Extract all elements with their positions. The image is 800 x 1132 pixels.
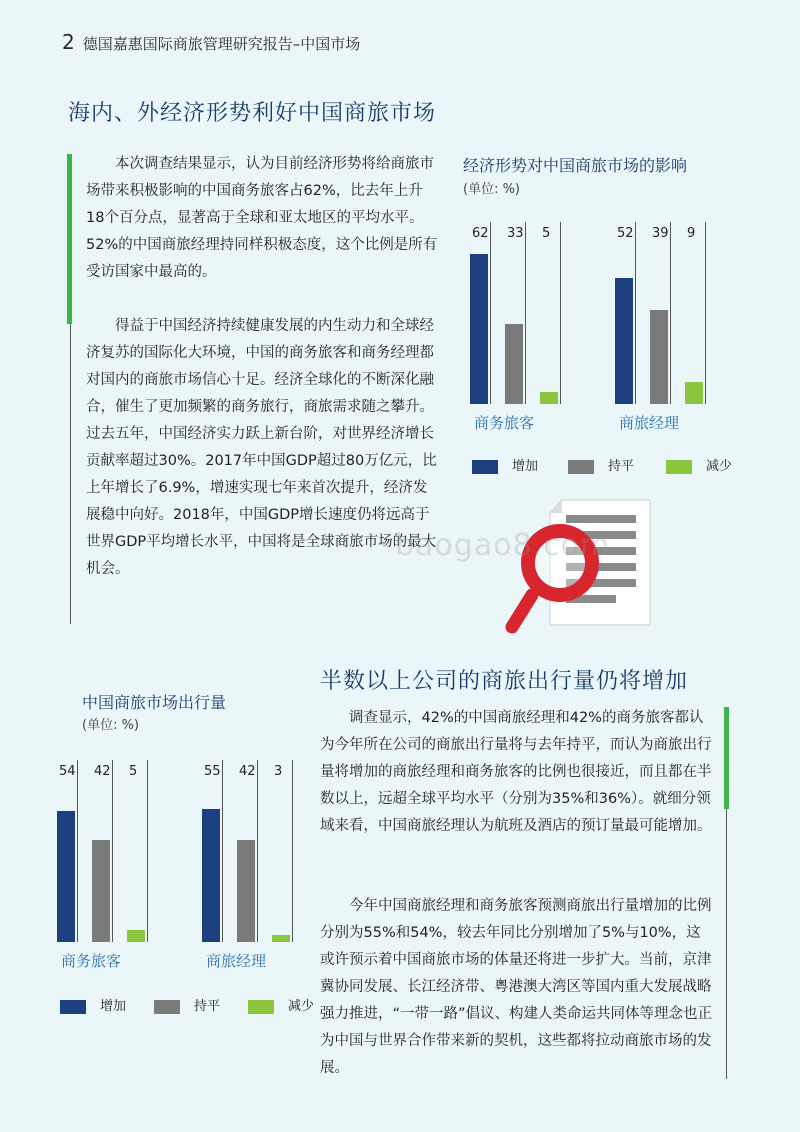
chart1-value-label: 5 (542, 226, 551, 241)
legend-label-flat: 持平 (194, 999, 221, 1014)
chart1-value-label: 33 (507, 226, 524, 241)
chart2-axis-line (257, 760, 258, 942)
legend-label-increase: 增加 (512, 459, 539, 474)
section1-paragraph-2: 得益于中国经济持续健康发展的内生动力和全球经济复苏的国际化大环境，中国的商务旅客和商务经理都对国内的商旅市场信心十足。经济全球化的不断深化融合，催生了更加频繁的商务旅行，商旅需求随之攀升。过去五年，中国经济实力跃上新台阶，对世界经济增长贡献率超过30%。2017年中国GDP超过80万亿元，比上年增长了6.9%，增速实现七年来首次提升，经济发展稳中向好。2018年，中国GDP增长速度仍将远高于世界GDP平均增长水平，中国将是全球商旅市场的最大机会。 (86, 318, 437, 577)
chart2-bar-decrease (127, 930, 145, 942)
page-header (62, 30, 360, 54)
chart1-bar-flat (650, 310, 668, 404)
legend-label-increase: 增加 (100, 999, 127, 1014)
chart1-value-label: 39 (652, 226, 669, 241)
chart2-bar-flat (92, 840, 110, 942)
legend-swatch-increase (60, 1000, 86, 1014)
chart2-bar-increase (202, 809, 220, 942)
chart1-axis-line (670, 222, 671, 404)
chart1-bar-flat (505, 324, 523, 404)
chart1-axis-line (705, 222, 706, 404)
report-title: 德国嘉惠国际商旅管理研究报告–中国市场 (82, 35, 361, 53)
chart1-bar-decrease (540, 392, 558, 404)
chart1-axis-line (525, 222, 526, 404)
chart1-bar-increase (615, 278, 633, 404)
chart2-axis-line (112, 760, 113, 942)
chart1-axis-line (635, 222, 636, 404)
section1-rule (70, 324, 71, 624)
chart2-axis-line (77, 760, 78, 942)
chart1-value-label: 62 (472, 226, 489, 241)
chart1-axis-line (490, 222, 491, 404)
chart2-value-label: 42 (239, 764, 256, 779)
section2-paragraph-1: 调查显示，42%的中国商旅经理和42%的商务旅客都认为今年所在公司的商旅出行量将与去年持平，而认为商旅出行量将增加的商旅经理和商务旅客的比例也很接近，而且都在半数以上，远超全球平均水平（分别为35%和36%）。就细分领域来看，中国商旅经理认为航班及酒店的预订量最可能增加。 (320, 710, 712, 834)
watermark: baogao8.com (395, 528, 611, 563)
chart2-bar-decrease (272, 935, 290, 942)
section2-heading: 半数以上公司的商旅出行量仍将增加 (320, 669, 689, 694)
section1-paragraph-1: 本次调查结果显示，认为目前经济形势将给商旅市场带来积极影响的中国商务旅客占62%，比去年上升18个百分点，显著高于全球和亚太地区的平均水平。52%的中国商旅经理持同样积极态度，这个比例是所有受访国家中最高的。 (86, 156, 438, 280)
magnifier-document-icon (500, 495, 660, 640)
legend-swatch-increase (472, 460, 498, 474)
chart2-value-label: 3 (274, 764, 283, 779)
chart1-legend (472, 455, 762, 475)
legend-swatch-flat (568, 460, 594, 474)
chart2-value-label: 5 (129, 764, 138, 779)
chart2-category-label: 商旅经理 (206, 952, 267, 970)
chart1-bar-decrease (685, 382, 703, 404)
chart1-axis-line (560, 222, 561, 404)
chart1-bar-increase (470, 254, 488, 404)
legend-label-flat: 持平 (608, 459, 635, 474)
chart2-axis-line (222, 760, 223, 942)
chart1-category-label: 商旅经理 (619, 414, 680, 432)
chart2-bar-flat (237, 840, 255, 942)
legend-swatch-decrease (248, 1000, 274, 1014)
chart2-unit: (单位: %) (82, 718, 140, 733)
chart2 (57, 760, 307, 976)
legend-swatch-flat (154, 1000, 180, 1014)
section1-accent-bar (67, 154, 72, 324)
section2-accent-bar (724, 707, 729, 809)
chart2-value-label: 54 (59, 764, 76, 779)
chart1-category-label: 商务旅客 (474, 414, 535, 432)
chart1-value-label: 9 (687, 226, 696, 241)
chart1-value-label: 52 (617, 226, 634, 241)
chart2-axis-line (292, 760, 293, 942)
chart1-unit: (单位: %) (463, 182, 521, 197)
chart2-legend (60, 995, 350, 1015)
legend-label-decrease: 减少 (706, 459, 733, 474)
legend-swatch-decrease (666, 460, 692, 474)
chart2-value-label: 42 (94, 764, 111, 779)
page-number: 2 (62, 30, 75, 54)
chart2-axis-line (147, 760, 148, 942)
section2-paragraph-2: 今年中国商旅经理和商务旅客预测商旅出行量增加的比例分别为55%和54%，较去年同比分别增加了5%与10%，这或许预示着中国商旅市场的体量还将进一步扩大。当前，京津冀协同发展、长江经济带、粤港澳大湾区等国内重大发展战略强力推进，“一带一路”倡议、构建人类命运共同体等理念也正为中国与世界合作带来新的契机，这些都将拉动商旅市场的发展。 (320, 898, 713, 1076)
section1-heading: 海内、外经济形势利好中国商旅市场 (68, 101, 437, 126)
chart2-value-label: 55 (204, 764, 221, 779)
chart2-title: 中国商旅市场出行量 (82, 693, 227, 712)
chart2-category-label: 商务旅客 (61, 952, 122, 970)
section2-rule (726, 809, 727, 1079)
chart2-bar-increase (57, 811, 75, 942)
chart1 (470, 222, 720, 438)
chart1-title: 经济形势对中国商旅市场的影响 (463, 156, 688, 175)
legend-label-decrease: 减少 (288, 999, 315, 1014)
